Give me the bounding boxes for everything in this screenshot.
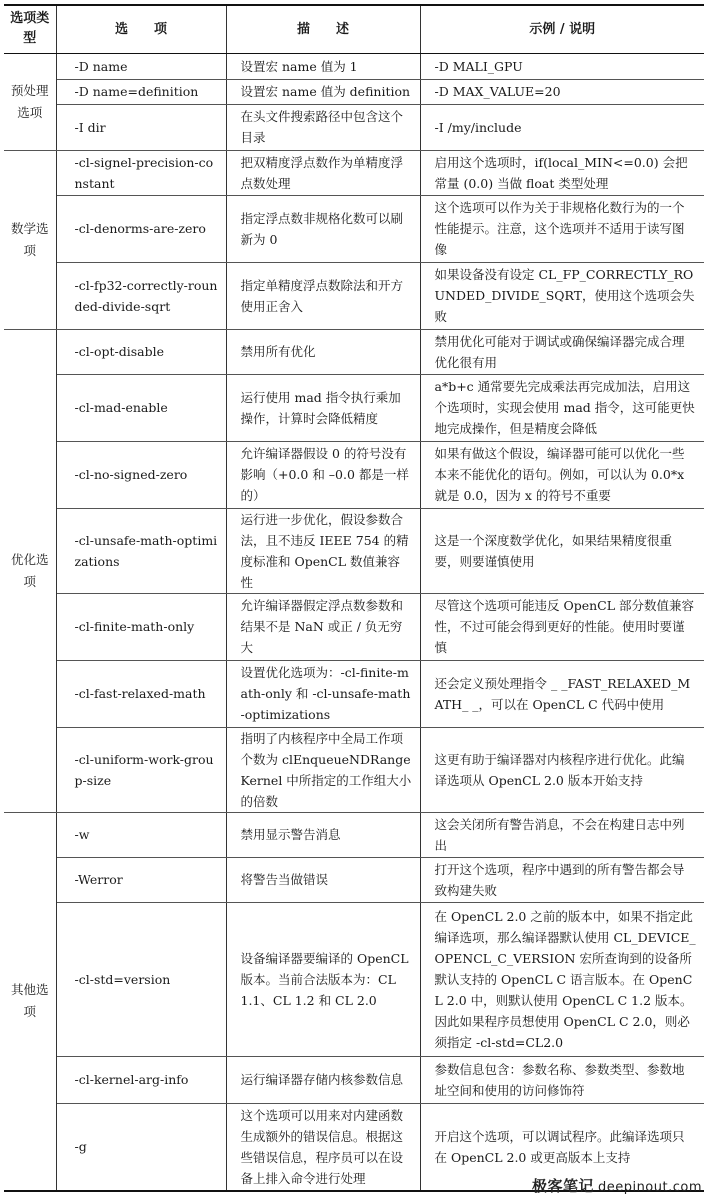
option-cell: -I dir bbox=[56, 104, 226, 150]
option-cell: -Werror bbox=[56, 857, 226, 902]
option-cell: -cl-uniform-work-group-size bbox=[56, 727, 226, 812]
example-cell: 如果设备没有设定 CL_FP_CORRECTLY_ROUNDED_DIVIDE_SQRT，使用这个选项会失败 bbox=[420, 262, 704, 329]
option-cell: -cl-kernel-arg-info bbox=[56, 1056, 226, 1103]
example-cell: 参数信息包含：参数名称、参数类型、参数地址空间和使用的访问修饰符 bbox=[420, 1056, 704, 1103]
table-row bbox=[4, 441, 704, 508]
option-cell: -cl-std=version bbox=[56, 902, 226, 1056]
description-cell: 设置宏 name 值为 1 bbox=[226, 53, 420, 79]
option-cell: -cl-mad-enable bbox=[56, 374, 226, 441]
option-cell: -D name=definition bbox=[56, 79, 226, 104]
example-cell: 这会关闭所有警告消息，不会在构建日志中列出 bbox=[420, 812, 704, 857]
table-row bbox=[4, 857, 704, 902]
example-cell: 这更有助于编译器对内核程序进行优化。此编译选项从 OpenCL 2.0 版本开始支持 bbox=[420, 727, 704, 812]
option-cell: -D name bbox=[56, 53, 226, 79]
example-cell: 启用这个选项时，if(local_MIN<=0.0) 会把常量 (0.0) 当做 float 类型处理 bbox=[420, 150, 704, 195]
table-row bbox=[4, 79, 704, 104]
table-row bbox=[4, 150, 704, 195]
example-cell: 如果有做这个假设，编译器可能可以优化一些本来不能优化的语句。例如，可以认为 0.0*x 就是 0.0，因为 x 的符号不重要 bbox=[420, 441, 704, 508]
header-example: 示例 / 说明 bbox=[420, 5, 704, 53]
category-cell: 其他选项 bbox=[4, 812, 56, 1191]
watermark-site: deepinout.com bbox=[597, 1180, 702, 1195]
example-cell: -I /my/include bbox=[420, 104, 704, 150]
table-row bbox=[4, 53, 704, 79]
option-cell: -g bbox=[56, 1103, 226, 1191]
watermark-brand: 极客笔记 bbox=[531, 1177, 594, 1195]
description-cell: 指定浮点数非规格化数可以刷新为 0 bbox=[226, 195, 420, 262]
description-cell: 把双精度浮点数作为单精度浮点数处理 bbox=[226, 150, 420, 195]
option-cell: -cl-finite-math-only bbox=[56, 593, 226, 660]
option-cell: -cl-fp32-correctly-rounded-divide-sqrt bbox=[56, 262, 226, 329]
header-description: 描 述 bbox=[226, 5, 420, 53]
description-cell: 设备编译器要编译的 OpenCL 版本。当前合法版本为：CL 1.1、CL 1.2 和 CL 2.0 bbox=[226, 902, 420, 1056]
option-cell: -cl-unsafe-math-optimizations bbox=[56, 508, 226, 593]
option-cell: -cl-signel-precision-constant bbox=[56, 150, 226, 195]
watermark bbox=[532, 1175, 702, 1196]
example-cell: -D MALI_GPU bbox=[420, 53, 704, 79]
description-cell: 在头文件搜索路径中包含这个目录 bbox=[226, 104, 420, 150]
description-cell: 禁用所有优化 bbox=[226, 329, 420, 374]
description-cell: 运行进一步优化，假设参数合法，且不违反 IEEE 754 的精度标准和 OpenCL 数值兼容性 bbox=[226, 508, 420, 593]
option-cell: -cl-opt-disable bbox=[56, 329, 226, 374]
example-cell: 还会定义预处理指令 _ _FAST_RELAXED_MATH_ _，可以在 OpenCL C 代码中使用 bbox=[420, 660, 704, 727]
table-row bbox=[4, 902, 704, 1056]
table-row bbox=[4, 812, 704, 857]
description-cell: 指定单精度浮点数除法和开方使用正舍入 bbox=[226, 262, 420, 329]
category-cell: 优化选项 bbox=[4, 329, 56, 812]
option-cell: -cl-denorms-are-zero bbox=[56, 195, 226, 262]
option-cell: -w bbox=[56, 812, 226, 857]
table-row bbox=[4, 1056, 704, 1103]
description-cell: 设置优化选项为：-cl-finite-math-only 和 -cl-unsafe-math-optimizations bbox=[226, 660, 420, 727]
option-cell: -cl-no-signed-zero bbox=[56, 441, 226, 508]
header-row bbox=[4, 5, 704, 53]
example-cell: 在 OpenCL 2.0 之前的版本中，如果不指定此编译选项，那么编译器默认使用 CL_DEVICE_OPENCL_C_VERSION 宏所查询到的设备所默认支持的 OpenCL C 语言版本。在 OpenCL 2.0 中，则默认使用 OpenCL C 1.2 版本。因此如果程序员想使用 OpenCL C 2.0，则必须指定 -cl-std=CL2.0 bbox=[420, 902, 704, 1056]
option-cell: -cl-fast-relaxed-math bbox=[56, 660, 226, 727]
description-cell: 这个选项可以用来对内建函数生成额外的错误信息。根据这些错误信息，程序员可以在设备上排入命令进行处理 bbox=[226, 1103, 420, 1191]
options-table bbox=[4, 4, 704, 1192]
example-cell: a*b+c 通常要先完成乘法再完成加法，启用这个选项时，实现会使用 mad 指令，这可能更快地完成操作，但是精度会降低 bbox=[420, 374, 704, 441]
table-row bbox=[4, 508, 704, 593]
example-cell: 禁用优化可能对于调试或确保编译器完成合理优化很有用 bbox=[420, 329, 704, 374]
example-cell: 开启这个选项，可以调试程序。此编译选项只在 OpenCL 2.0 或更高版本上支持 bbox=[420, 1103, 704, 1191]
example-cell: 打开这个选项，程序中遇到的所有警告都会导致构建失败 bbox=[420, 857, 704, 902]
description-cell: 设置宏 name 值为 definition bbox=[226, 79, 420, 104]
table-row bbox=[4, 374, 704, 441]
description-cell: 允许编译器假定浮点数参数和结果不是 NaN 或正 / 负无穷大 bbox=[226, 593, 420, 660]
table-row bbox=[4, 593, 704, 660]
table-row bbox=[4, 660, 704, 727]
table-row bbox=[4, 104, 704, 150]
table-row bbox=[4, 329, 704, 374]
example-cell: 尽管这个选项可能违反 OpenCL 部分数值兼容性，不过可能会得到更好的性能。使用时要谨慎 bbox=[420, 593, 704, 660]
description-cell: 运行使用 mad 指令执行乘加操作，计算时会降低精度 bbox=[226, 374, 420, 441]
table-row bbox=[4, 727, 704, 812]
description-cell: 将警告当做错误 bbox=[226, 857, 420, 902]
table-row bbox=[4, 262, 704, 329]
example-cell: -D MAX_VALUE=20 bbox=[420, 79, 704, 104]
description-cell: 允许编译器假设 0 的符号没有影响（+0.0 和 –0.0 都是一样的） bbox=[226, 441, 420, 508]
table-row bbox=[4, 195, 704, 262]
example-cell: 这是一个深度数学优化，如果结果精度很重要，则要谨慎使用 bbox=[420, 508, 704, 593]
header-option: 选 项 bbox=[56, 5, 226, 53]
description-cell: 指明了内核程序中全局工作项个数为 clEnqueueNDRangeKernel 中所指定的工作组大小的倍数 bbox=[226, 727, 420, 812]
example-cell: 这个选项可以作为关于非规格化数行为的一个性能提示。注意，这个选项并不适用于读写图像 bbox=[420, 195, 704, 262]
category-cell: 预处理选项 bbox=[4, 53, 56, 150]
description-cell: 禁用显示警告消息 bbox=[226, 812, 420, 857]
category-cell: 数学选项 bbox=[4, 150, 56, 329]
header-category: 选项类型 bbox=[4, 5, 56, 53]
description-cell: 运行编译器存储内核参数信息 bbox=[226, 1056, 420, 1103]
